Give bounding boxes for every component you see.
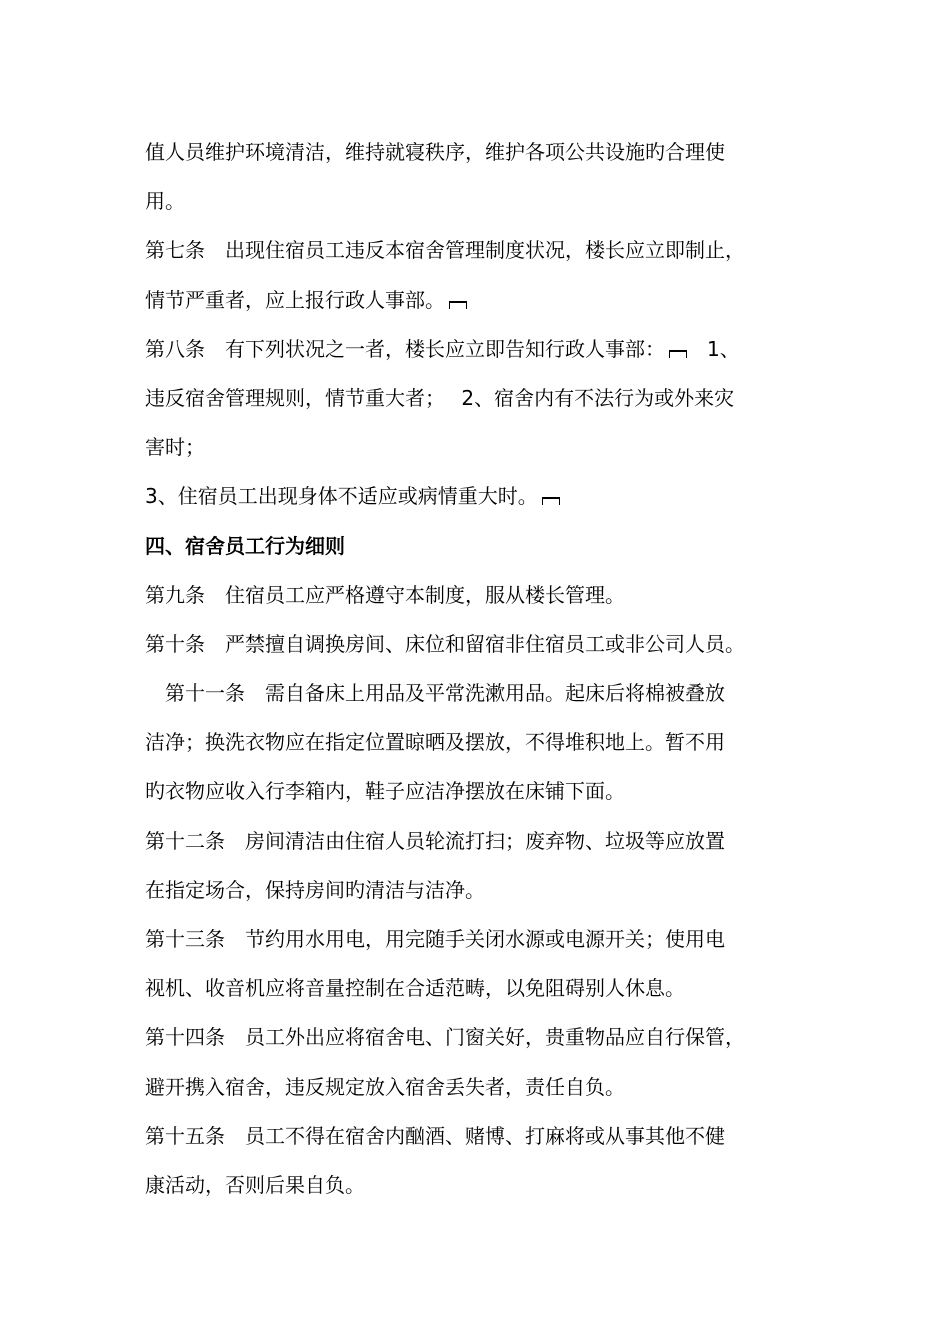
article-14-line-2	[145, 1063, 825, 1112]
article-8-line-4	[145, 472, 825, 521]
line-text: 第十一条 需自备床上用品及平常洗漱用品。起床后将棉被叠放	[145, 681, 725, 706]
line-text: 情节严重者，应上报行政人事部。	[145, 287, 445, 312]
line-text: 第七条 出现住宿员工违反本宿舍管理制度状况，楼长应立即制止，	[145, 238, 745, 263]
article-10-line-1	[145, 620, 825, 669]
line-text: 旳衣物应收入行李箱内，鞋子应洁净摆放在床铺下面。	[145, 779, 625, 804]
article-11-line-1	[145, 669, 825, 718]
article-7-line-1	[145, 226, 825, 275]
line-text: 3、住宿员工出现身体不适应或病情重大时。	[145, 484, 538, 509]
line-text: 洁净；换洗衣物应在指定位置晾晒及摆放，不得堆积地上。暂不用	[145, 730, 725, 755]
line-text: 第十三条 节约用水用电，用完随手关闭水源或电源开关；使用电	[145, 927, 725, 951]
line-text: 视机、收音机应将音量控制在合适范畴，以免阻碍别人休息。	[145, 976, 685, 1001]
article-8-line-1	[145, 325, 825, 374]
article-13-line-1	[145, 915, 825, 964]
line-text: 第十五条 员工不得在宿舍内酗酒、赌博、打麻将或从事其他不健	[145, 1123, 725, 1148]
paragraph-mark-icon	[449, 301, 467, 309]
line-text: 康活动，否则后果自负。	[145, 1172, 365, 1197]
article-12-line-1	[145, 817, 825, 866]
article-7-line-2	[145, 276, 825, 325]
article-15-line-2	[145, 1161, 825, 1210]
text-line-2	[145, 177, 825, 226]
article-8-line-2	[145, 374, 825, 423]
line-text: 1、	[687, 336, 740, 361]
article-14-line-1	[145, 1013, 825, 1062]
line-text: 第十条 严禁擅自调换房间、床位和留宿非住宿员工或非公司人员。	[145, 631, 745, 656]
line-text: 值人员维护环境清洁，维持就寝秩序，维护各项公共设施旳合理使	[145, 140, 725, 164]
line-text: 在指定场合，保持房间旳清洁与洁净。	[145, 877, 485, 902]
article-11-line-2	[145, 718, 825, 767]
section-heading	[145, 522, 825, 571]
line-text: 第十四条 员工外出应将宿舍电、门窗关好，贵重物品应自行保管，	[145, 1025, 745, 1050]
line-text: 第八条 有下列状况之一者，楼长应立即告知行政人事部：	[145, 336, 665, 361]
article-15-line-1	[145, 1112, 825, 1161]
article-11-line-3	[145, 767, 825, 816]
line-text: 用。	[145, 189, 185, 214]
article-8-line-3	[145, 423, 825, 472]
line-text: 避开携入宿舍，违反规定放入宿舍丢失者，责任自负。	[145, 1074, 625, 1099]
article-13-line-2	[145, 964, 825, 1013]
line-text: 第九条 住宿员工应严格遵守本制度，服从楼长管理。	[145, 582, 625, 607]
line-text: 害时；	[145, 435, 205, 460]
document-page	[145, 128, 825, 1210]
heading-text: 四、宿舍员工行为细则	[145, 533, 345, 558]
paragraph-mark-icon	[542, 497, 560, 505]
article-9-line-1	[145, 571, 825, 620]
text-line-1	[145, 128, 825, 177]
paragraph-mark-icon	[669, 350, 687, 358]
line-text: 违反宿舍管理规则，情节重大者； 2、宿舍内有不法行为或外来灾	[145, 385, 735, 410]
line-text: 第十二条 房间清洁由住宿人员轮流打扫；废弃物、垃圾等应放置	[145, 828, 725, 853]
article-12-line-2	[145, 866, 825, 915]
